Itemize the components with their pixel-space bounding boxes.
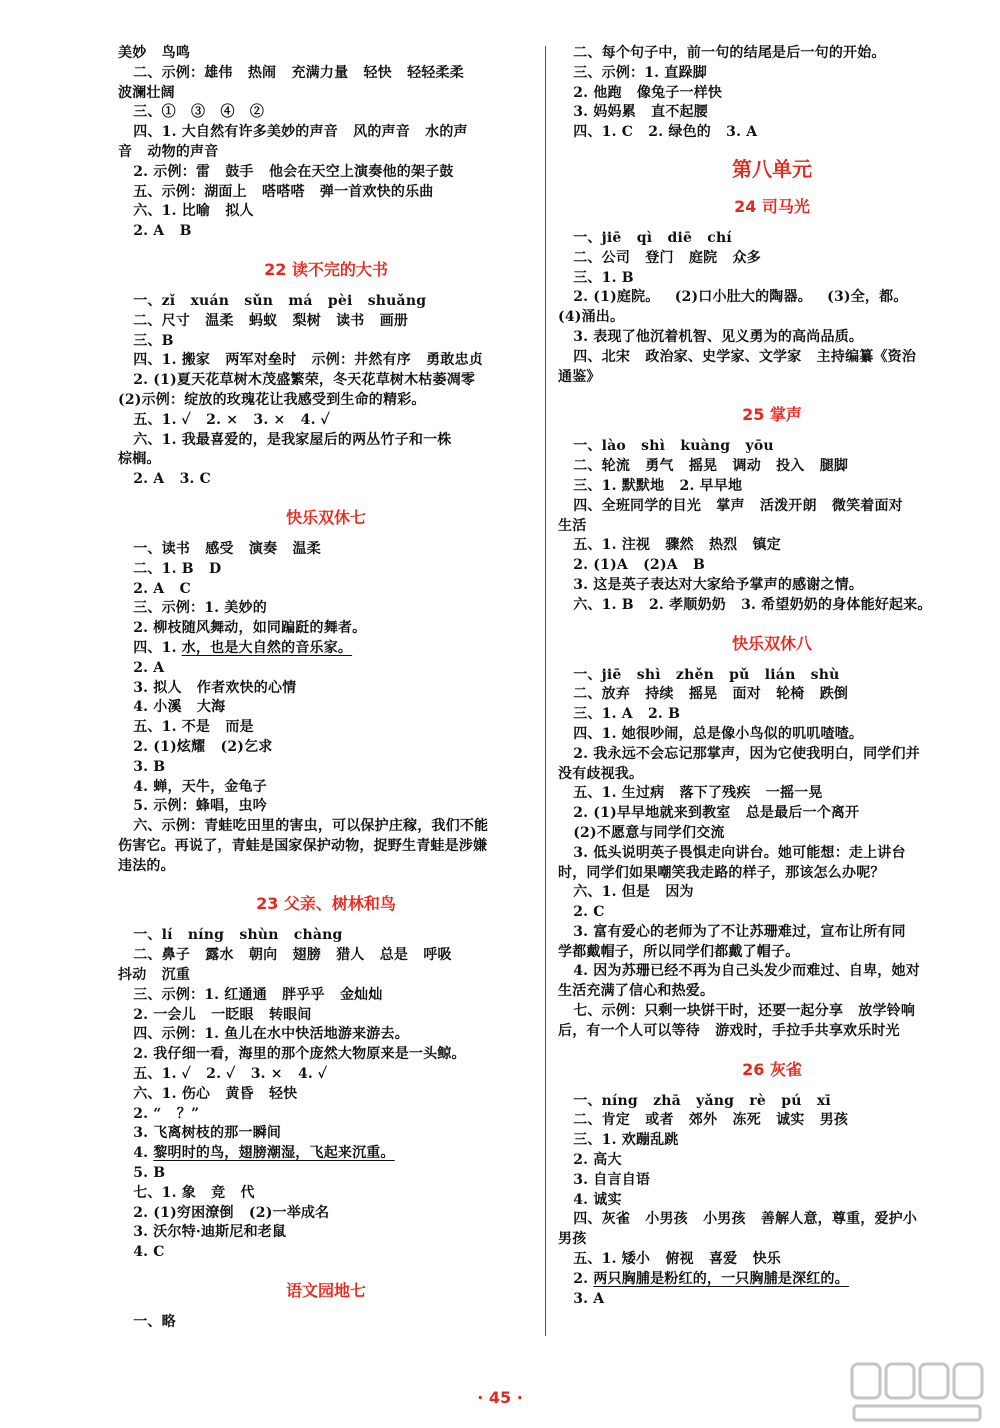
answer-line: 3. 沃尔特·迪斯尼和老鼠: [118, 1224, 287, 1241]
section-heading: 快乐双休七: [285, 507, 366, 527]
answer-line: 二、每个句子中，前一句的结尾是后一句的开始。: [558, 45, 886, 61]
answer-line: 六、1. B 2. 孝顺奶奶 3. 希望奶奶的身体能好起来。: [558, 596, 932, 613]
answer-line: 七、1. 象 竞 代: [118, 1184, 255, 1201]
unit-title: 第八单元: [732, 156, 812, 181]
answer-line: 2. 示例：雷 鼓手 他会在天空上演奏他的架子鼓: [118, 163, 454, 180]
answer-line: 违法的。: [118, 857, 175, 874]
watermark-logo: [848, 1360, 986, 1424]
answer-line: 五、1. 不是 而是: [118, 719, 254, 736]
answer-line: [118, 639, 534, 659]
answer-line: 2. (1)炫耀 (2)乞求: [118, 738, 273, 755]
answer-line: 二、1. B D: [118, 560, 222, 577]
answer-line: 3. 妈妈累 直不起腰: [558, 104, 708, 121]
answer-line: 2. “ ？”: [118, 1105, 200, 1122]
answer-line: 3. 富有爱心的老师为了不让苏珊难过，宣布让所有同: [558, 923, 906, 940]
answer-line: 波澜壮阔: [118, 84, 175, 101]
page-number-dot-right: ·: [516, 1388, 523, 1407]
answer-line: 2. A C: [118, 580, 191, 597]
answer-line: 一、lí níng shùn chàng: [118, 927, 343, 944]
answer-line: 时，同学们如果嘲笑我走路的样子，那该怎么办呢？: [558, 864, 885, 881]
answer-line: 三、示例：1. 直跺脚: [558, 64, 707, 81]
answer-line: 生活: [558, 517, 587, 534]
section-heading: 25 掌声: [742, 405, 802, 425]
answer-line: 2. (1)早早地就来到教室 总是最后一个离开: [558, 805, 860, 822]
answer-line: 2. (1)夏天花草树木茂盛繁荣，冬天花草树木枯萎凋零: [118, 372, 476, 389]
answer-line: 2. C: [558, 904, 605, 921]
answer-line: 二、公司 登门 庭院 众多: [558, 249, 761, 266]
answer-line: 五、1. 注视 骤然 热烈 镇定: [558, 537, 781, 554]
answer-line: 2. (1)穷困潦倒 (2)一举成名: [118, 1204, 330, 1221]
answer-line: 四、1. 搬家 两军对垒时 示例：井然有序 勇敢忠贞: [118, 352, 483, 369]
answer-line: 一、略: [118, 1314, 176, 1331]
answer-line: 3. 低头说明英子畏惧走向讲台。她可能想：走上讲台: [558, 844, 906, 861]
answer-line: [558, 1270, 986, 1290]
answer-line: 4. 诚实: [558, 1191, 622, 1208]
answer-line: 五、1. 矮小 俯视 喜爱 快乐: [558, 1251, 781, 1268]
answer-line: 三、① ③ ④ ②: [118, 104, 265, 121]
answer-line: 六、1. 我最喜爱的，是我家屋后的两丛竹子和一株: [118, 431, 452, 448]
answer-prefix: 4.: [118, 1145, 154, 1162]
answer-line: 二、鼻子 露水 朝向 翅膀 猎人 总是 呼吸: [118, 947, 452, 964]
answer-prefix: 2.: [558, 1270, 594, 1287]
answer-line: 三、示例：1. 美妙的: [118, 600, 267, 617]
section-heading: 24 司马光: [734, 196, 810, 216]
answer-line: 2. A B: [118, 223, 192, 240]
answer-line: 三、1. A 2. B: [558, 706, 681, 723]
answer-line: 三、示例：1. 红通通 胖乎乎 金灿灿: [118, 986, 383, 1003]
answer-line: 四、1. 她很吵闹，总是像小鸟似的叽叽喳喳。: [558, 725, 864, 742]
answer-line: 三、1. B: [558, 269, 634, 286]
answer-line: 一、níng zhā yǎng rè pú xī: [558, 1092, 831, 1109]
page-number-dot-left: ·: [477, 1388, 484, 1407]
answer-line: 2. 我仔细一看，海里的那个庞然大物原来是一头鲸。: [118, 1046, 466, 1063]
answer-line: 男孩: [558, 1231, 587, 1248]
answer-line: 一、jiē shì zhěn pǔ lián shù: [558, 666, 840, 683]
answer-line: 五、1. ✓ 2. ✓ 3. × 4. ✓: [118, 1066, 328, 1083]
answer-line: 4. 蝉，天牛，金龟子: [118, 778, 267, 795]
answer-line: 3. 飞离树枝的那一瞬间: [118, 1125, 282, 1142]
answer-line: 2. (1)A (2)A B: [558, 557, 706, 574]
answer-line: 四、灰雀 小男孩 小男孩 善解人意，尊重，爱护小: [558, 1211, 918, 1228]
answer-line: 四、全班同学的目光 掌声 活泼开朗 微笑着面对: [558, 497, 903, 514]
answer-line: 三、B: [118, 332, 174, 349]
answer-line: 2. 高大: [558, 1152, 622, 1169]
answer-line: (2)示例：绽放的玫瑰花让我感受到生命的精彩。: [118, 391, 426, 408]
answer-line: 2. 一会儿 一眨眼 转眼间: [118, 1006, 312, 1023]
section-heading: 23 父亲、树林和鸟: [256, 894, 396, 914]
answer-line: 六、1. 但是 因为: [558, 884, 694, 901]
answer-line: 六、示例：青蛙吃田里的害虫，可以保护庄稼，我们不能: [118, 818, 489, 835]
answer-prefix: 四、1.: [118, 639, 182, 656]
section-heading: 26 灰雀: [742, 1059, 802, 1079]
answer-line: 2. A 3. C: [118, 471, 212, 488]
answer-line: 2. 他跑 像兔子一样快: [558, 84, 723, 101]
answer-line: 4. 因为苏珊已经不再为自己头发少而难过、自卑，她对: [558, 963, 920, 980]
answer-line: 3. 拟人 作者欢快的心情: [118, 679, 297, 696]
answer-line: 二、放弃 持续 摇晃 面对 轮椅 跌倒: [558, 686, 849, 703]
section-heading: 语文园地七: [285, 1281, 366, 1301]
answer-line: 2. (1)庭院。 (2)口小肚大的陶器。 (3)全，都。: [558, 289, 908, 306]
answer-line: 生活充满了信心和热爱。: [558, 983, 715, 1000]
right-column: [558, 44, 986, 1309]
answer-line: 一、zǐ xuán sǔn má pèi shuǎng: [118, 292, 427, 309]
answer-line: 美妙 鸟鸣: [118, 45, 191, 61]
answer-line: 六、1. 伤心 黄昏 轻快: [118, 1085, 298, 1102]
answer-line: 通鉴》: [558, 368, 601, 385]
answer-line: 三、1. 默默地 2. 早早地: [558, 477, 743, 494]
answer-line: 五、1. 生过病 落下了残疾 一摇一晃: [558, 785, 823, 802]
underlined-answer: 水，也是大自然的音乐家。: [181, 639, 353, 656]
answer-line: 四、示例：1. 鱼儿在水中快活地游来游去。: [118, 1026, 409, 1043]
answer-line: (4)涌出。: [558, 309, 625, 326]
answer-line: 学都戴帽子，所以同学们都戴了帽子。: [558, 943, 800, 960]
answer-line: 5. 示例：蜂唱，虫吟: [118, 798, 267, 815]
section-heading: 快乐双休八: [731, 633, 812, 653]
answer-line: 后，有一个人可以等待 游戏时，手拉手共享欢乐时光: [558, 1022, 900, 1039]
answer-line: 5. B: [118, 1165, 166, 1182]
answer-line: 伤害它。再说了，青蛙是国家保护动物，捉野生青蛙是涉嫌: [118, 837, 488, 854]
answer-line: 3. A: [558, 1290, 605, 1307]
answer-line: 四、北宋 政治家、史学家、文学家 主持编纂《资治: [558, 348, 917, 365]
answer-line: 4. 小溪 大海: [118, 699, 226, 716]
answer-line: (2)不愿意与同学们交流: [558, 824, 725, 841]
answer-line: 抖动 沉重: [118, 967, 191, 984]
answer-line: 3. 自言自语: [558, 1171, 651, 1188]
underlined-answer: 黎明时的鸟，翅膀潮湿，飞起来沉重。: [153, 1145, 395, 1162]
answer-line: 四、1. 大自然有许多美妙的声音 风的声音 水的声: [118, 124, 468, 141]
answer-line: 一、lào shì kuàng yōu: [558, 438, 774, 455]
answer-line: 一、jiē qì diē chí: [558, 229, 732, 246]
answer-line: 2. A: [118, 659, 165, 676]
underlined-answer: 两只胸脯是粉红的，一只胸脯是深红的。: [593, 1270, 849, 1287]
answer-line: 3. 表现了他沉着机智、见义勇为的高尚品质。: [558, 328, 864, 345]
answer-line: 一、读书 感受 演奏 温柔: [118, 540, 321, 557]
column-divider: [545, 46, 546, 1336]
page-number-value: 45: [488, 1388, 512, 1407]
answer-line: 4. C: [118, 1244, 165, 1261]
answer-line: 三、1. 欢蹦乱跳: [558, 1132, 679, 1149]
answer-line: 2. 我永远不会忘记那掌声，因为它使我明白，同学们并: [558, 745, 920, 762]
section-heading: 22 读不完的大书: [264, 259, 388, 279]
left-column: [118, 44, 534, 1333]
answer-line: 四、1. C 2. 绿色的 3. A: [558, 124, 758, 141]
answer-line: 五、示例：湖面上 嗒嗒嗒 弹一首欢快的乐曲: [118, 183, 434, 200]
answer-line: 音 动物的声音: [118, 143, 219, 160]
answer-line: 二、尺寸 温柔 蚂蚁 梨树 读书 画册: [118, 312, 409, 329]
answer-line: 六、1. 比喻 拟人: [118, 203, 254, 220]
answer-line: 七、示例：只剩一块饼干时，还要一起分享 放学铃响: [558, 1003, 916, 1020]
answer-line: 没有歧视我。: [558, 765, 644, 782]
answer-line: 二、示例：雄伟 热闹 充满力量 轻快 轻轻柔柔: [118, 64, 464, 81]
answer-line: 二、肯定 或者 郊外 冻死 诚实 男孩: [558, 1112, 849, 1129]
answer-line: 五、1. ✓ 2. × 3. × 4. ✓: [118, 411, 330, 428]
answer-line: [118, 1144, 534, 1164]
answer-line: 3. 这是英子表达对大家给予掌声的感谢之情。: [558, 576, 864, 593]
answer-line: 二、轮流 勇气 摇晃 调动 投入 腿脚: [558, 458, 849, 475]
answer-line: 棕榈。: [118, 451, 161, 468]
answer-line: 3. B: [118, 758, 166, 775]
answer-line: 2. 柳枝随风舞动，如同蹁跹的舞者。: [118, 620, 367, 637]
